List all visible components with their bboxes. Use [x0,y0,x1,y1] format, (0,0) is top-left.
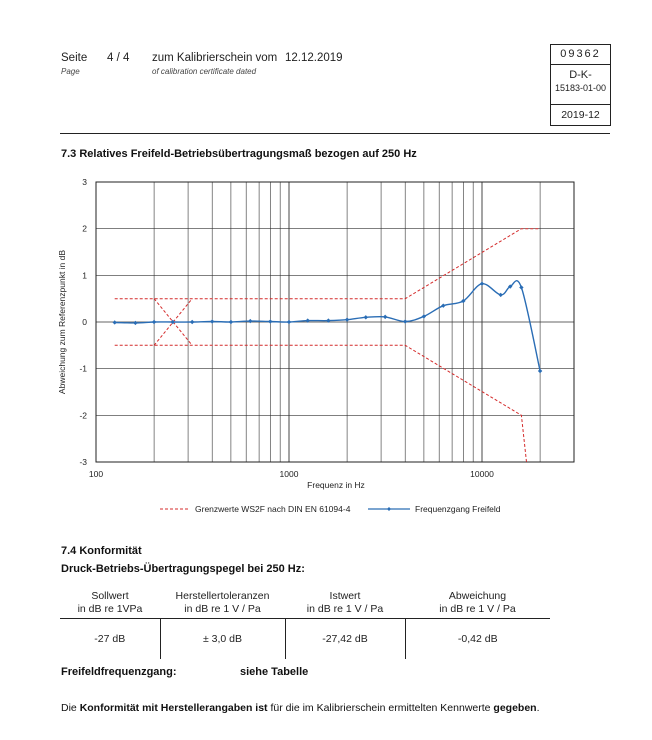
certificate-date: 12.12.2019 [285,52,343,64]
col-abweichung: Abweichung in dB re 1 V / Pa [405,590,550,619]
y-tick-label: 2 [82,223,87,234]
col-istwert: Istwert in dB re 1 V / Pa [285,590,405,619]
section-7-4-title: 7.4 Konformität [61,545,142,557]
response-point [499,293,503,297]
y-tick-label: -1 [79,363,87,374]
response-point [229,320,233,324]
table-header-row [60,590,550,619]
response-point [248,319,252,323]
legend-limit-label: Grenzwerte WS2F nach DIN EN 61094-4 [195,504,351,514]
chart-legend [160,504,501,514]
certificate-year: 2019-12 [551,104,610,125]
freefield-value: siehe Tabelle [240,666,309,678]
cell-sollwert: -27 dB [94,633,126,645]
x-tick-label: 100 [88,469,104,479]
y-tick-label: -2 [79,410,87,421]
response-point [345,317,349,321]
limit-line-lower [115,345,527,462]
y-tick-label: 1 [82,270,87,281]
response-point [422,314,426,318]
table-row [60,619,550,660]
certificate-dk: D-K- [569,69,592,81]
response-point [538,369,542,373]
response-point [190,320,194,324]
cell-abweichung: -0,42 dB [405,619,550,660]
response-point [152,320,156,324]
y-axis-label: Abweichung zum Referenzpunkt in dB [57,249,67,395]
page-number: 4 / 4 [107,52,130,64]
legend-response-marker [387,507,391,511]
freefield-label: Freifeldfrequenzgang: [61,666,177,678]
cell-istwert: -27,42 dB [285,619,405,660]
col-toleranzen: Herstellertoleranzen in dB re 1 V / Pa [160,590,285,619]
certificate-lab-id: 15183-01-00 [554,83,607,93]
page-label: Seite [61,52,88,64]
x-tick-label: 1000 [279,469,299,479]
response-point [133,321,137,325]
col-sollwert: Sollwert in dB re 1VPa [60,590,160,619]
certificate-ref: zum Kalibrierschein vom [152,52,278,64]
legend-response-label: Frequenzgang Freifeld [415,504,501,514]
y-tick-label: -3 [79,457,87,467]
conformity-table [60,590,550,659]
response-point [364,315,368,319]
response-point [113,320,117,324]
response-point [268,319,272,323]
page-label-en: Page [61,67,80,76]
response-point [210,319,214,323]
response-point [480,282,484,286]
conformity-statement: Die Konformität mit Herstellerangaben ist für die im Kalibrierschein ermittelten Kennwerte gegeben. [61,702,540,714]
response-point [383,315,387,319]
section-7-4-subtitle: Druck-Betriebs-Übertragungspegel bei 250 Hz: [61,563,305,575]
response-point [403,319,407,323]
response-point [287,320,291,324]
y-tick-label: 3 [82,177,87,187]
certificate-ref-en: of calibration certificate dated [152,67,257,76]
certificate-number: 09362 [551,45,610,65]
response-curve [115,281,540,371]
x-axis-label: Frequenz in Hz [307,480,365,490]
response-point [519,285,523,289]
x-tick-label: 10000 [470,469,494,479]
cell-toleranz: ± 3,0 dB [160,619,285,660]
response-point [441,303,445,307]
section-7-3-title: 7.3 Relatives Freifeld-Betriebsübertragungsmaß bezogen auf 250 Hz [61,148,417,160]
y-tick-label: 0 [82,317,87,327]
